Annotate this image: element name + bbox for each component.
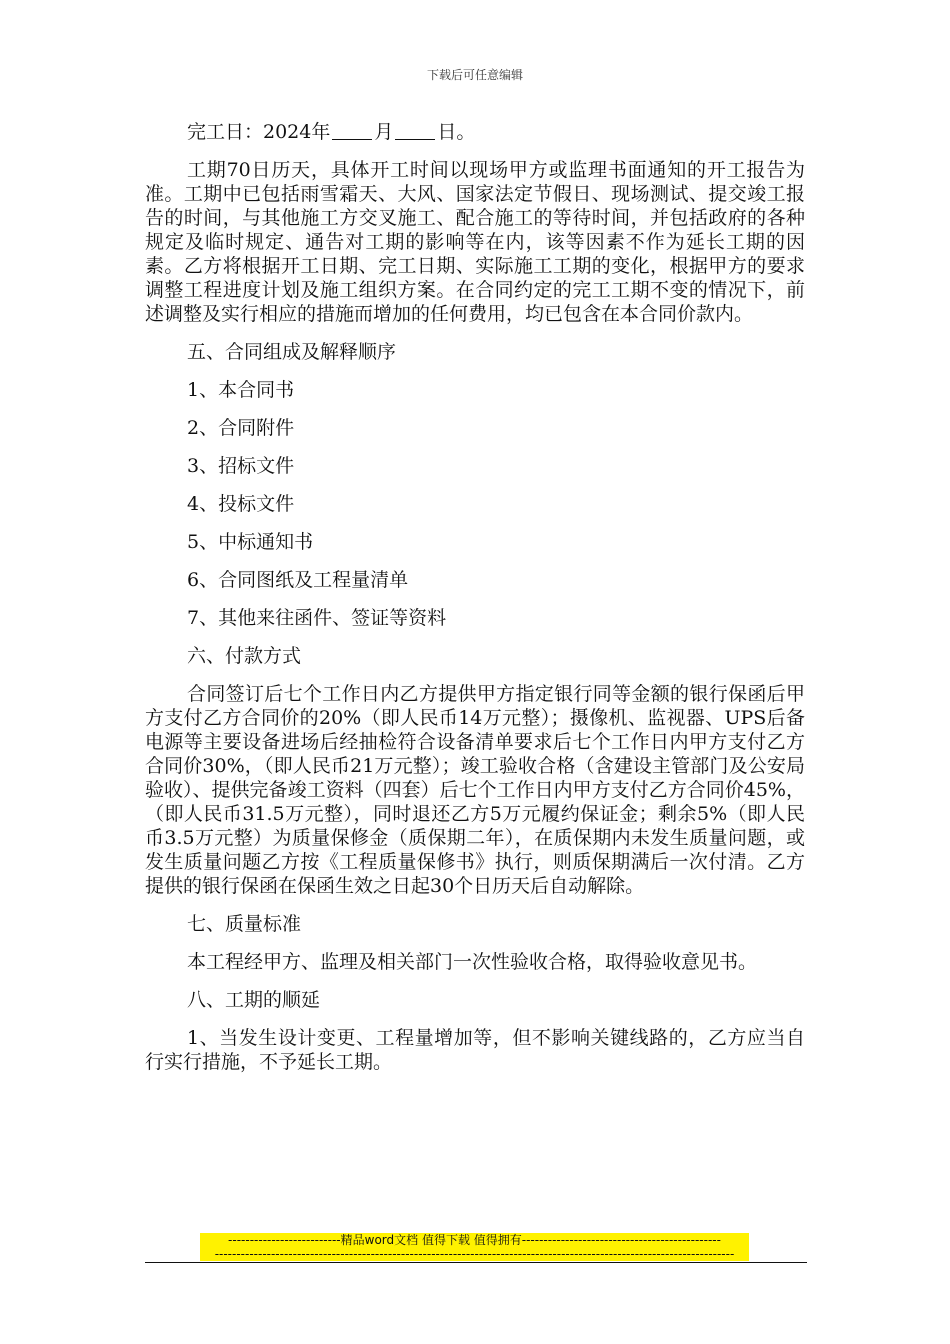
- section-heading-8: 八、工期的顺延: [187, 989, 321, 1011]
- list-item-3: 3、招标文件: [187, 455, 295, 477]
- list-item-4: 4、投标文件: [187, 493, 295, 515]
- footer-divider: [145, 1262, 807, 1263]
- completion-month-label: 月: [374, 121, 394, 143]
- quality-paragraph: 本工程经甲方、监理及相关部门一次性验收合格，取得验收意见书。: [187, 951, 758, 973]
- list-item-6: 6、合同图纸及工程量清单: [187, 569, 409, 591]
- schedule-paragraph: 工期70日历天，具体开工时间以现场甲方或监理书面通知的开工报告为准。工期中已包括雨雪霜天、大风、国家法定节假日、现场测试、提交竣工报告的时间，与其他施工方交叉施工、配合施工的等待时间，并包括政府的各种规定及临时规定、通告对工期的影响等在内，该等因素不作为延长工期的因素。乙方将根据开工日期、完工日期、实际施工工期的变化，根据甲方的要求调整工程进度计划及施工组织方案。在合同约定的完工工期不变的情况下，前述调整及实行相应的措施而增加的任何费用，均已包含在本合同价款内。: [145, 159, 805, 325]
- completion-date-line: [145, 120, 805, 144]
- list-item-1: 1、本合同书: [187, 379, 295, 401]
- list-item-2: 2、合同附件: [187, 417, 295, 439]
- month-blank: [332, 121, 372, 140]
- section-heading-7: 七、质量标准: [187, 913, 302, 935]
- promo-banner-line-2: ------------------------------------------------------------------------------------------------------------------------: [214, 1247, 735, 1261]
- document-body: [145, 120, 805, 1088]
- page-header: 下载后可任意编辑: [426, 68, 523, 82]
- list-item-7: 7、其他来往函件、签证等资料: [187, 607, 447, 629]
- completion-day-label: 日。: [437, 121, 476, 143]
- section-heading-5: 五、合同组成及解释顺序: [187, 341, 397, 363]
- promo-banner-line-1: --------------------------精品word文档 值得下载 值得拥有----------------------------------------------: [228, 1233, 721, 1247]
- list-item-5: 5、中标通知书: [187, 531, 314, 553]
- section-heading-6: 六、付款方式: [187, 645, 302, 667]
- completion-date-prefix: 完工日：2024年: [187, 121, 331, 143]
- extension-paragraph: 1、当发生设计变更、工程量增加等，但不影响关键线路的，乙方应当自行实行措施，不予延长工期。: [145, 1027, 805, 1073]
- payment-paragraph: 合同签订后七个工作日内乙方提供甲方指定银行同等金额的银行保函后甲方支付乙方合同价的20%（即人民币14万元整）；摄像机、监视器、UPS后备电源等主要设备进场后经抽检符合设备清单要求后七个工作日内甲方支付乙方合同价30%，（即人民币21万元整）；竣工验收合格（含建设主管部门及公安局验收）、提供完备竣工资料（四套）后七个工作日内甲方支付乙方合同价45%，（即人民币31.5万元整），同时退还乙方5万元履约保证金；剩余5%（即人民币3.5万元整）为质量保修金（质保期二年），在质保期内未发生质量问题，或发生质量问题乙方按《工程质量保修书》执行，则质保期满后一次付清。乙方提供的银行保函在保函生效之日起30个日历天后自动解除。: [145, 683, 805, 897]
- day-blank: [395, 121, 435, 140]
- promo-banner: [200, 1233, 749, 1261]
